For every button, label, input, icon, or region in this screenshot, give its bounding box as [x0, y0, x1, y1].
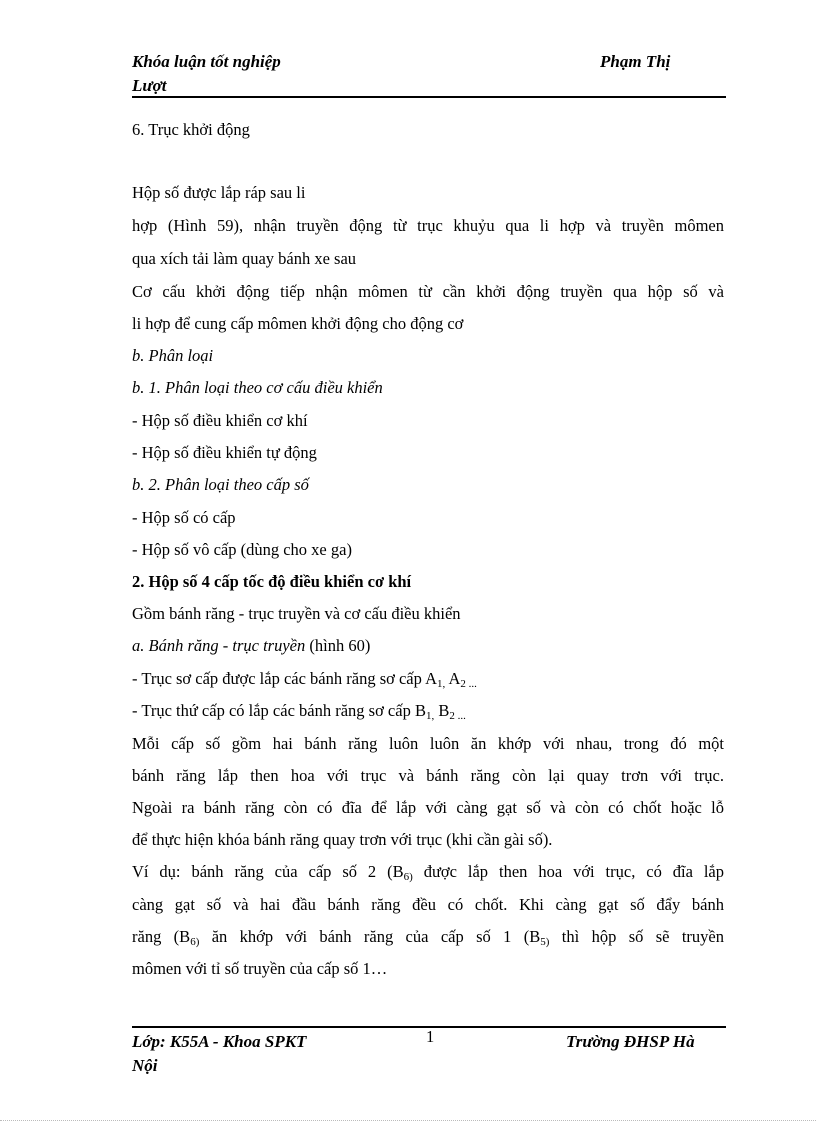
page-number: 1: [426, 1027, 435, 1046]
paragraph-line: qua xích tải làm quay bánh xe sau: [132, 249, 357, 268]
paragraph-line: Mỗi cấp số gồm hai bánh răng luôn luôn ăn khớp với nhau, trong đó một: [132, 734, 724, 753]
paragraph-line: li hợp để cung cấp mômen khởi động cho động cơ: [132, 314, 464, 333]
subscript: 2 ...: [460, 678, 477, 690]
paragraph-line: Hộp số được lắp ráp sau li: [132, 183, 306, 202]
text-run: ăn khớp với bánh răng của cấp số 1 (B: [199, 927, 541, 946]
header-title-cont: Lượt: [132, 76, 167, 95]
list-item-text: - Trục sơ cấp được lắp các bánh răng sơ cấp A: [132, 669, 437, 688]
text-run: thì hộp số sẽ truyền: [549, 927, 724, 946]
paragraph-line: [132, 861, 724, 883]
list-item: - Hộp số điều khiển cơ khí: [132, 411, 308, 430]
paragraph-line: [132, 926, 724, 948]
header-author: Phạm Thị: [600, 52, 671, 71]
subheading: b. 2. Phân loại theo cấp số: [132, 475, 309, 494]
footer-class-cont: Nội: [132, 1056, 158, 1075]
section-heading: 6. Trục khởi động: [132, 120, 250, 139]
paragraph-line: Gồm bánh răng - trục truyền và cơ cấu điều khiển: [132, 604, 461, 623]
page-edge: [0, 1120, 816, 1121]
list-item: - Hộp số có cấp: [132, 508, 236, 527]
text-run: Ví dụ: bánh răng của cấp số 2 (B: [132, 862, 404, 881]
subscript: 5): [540, 936, 550, 948]
list-item-text: - Trục thứ cấp có lắp các bánh răng sơ cấp B: [132, 701, 426, 720]
figure-ref: (hình 60): [305, 636, 371, 655]
subscript: 1,: [437, 678, 446, 690]
list-item-text: B: [434, 701, 450, 720]
subscript: 1,: [425, 710, 435, 722]
header-title: Khóa luận tốt nghiệp: [132, 52, 281, 71]
list-item: [132, 700, 724, 722]
header-rule: [132, 96, 726, 98]
subscript: 2 ...: [449, 710, 466, 722]
paragraph-line: để thực hiện khóa bánh răng quay trơn với trục (khi cần gài số).: [132, 830, 553, 849]
subheading: a. Bánh răng - trục truyền: [132, 636, 306, 655]
paragraph-line: Cơ cấu khởi động tiếp nhận mômen từ cần khởi động truyền qua hộp số và: [132, 282, 724, 301]
paragraph-line: hợp (Hình 59), nhận truyền động từ trục khuỷu qua li hợp và truyền mômen: [132, 216, 724, 235]
text-run: răng (B: [132, 927, 191, 946]
subheading: b. 1. Phân loại theo cơ cấu điều khiển: [132, 378, 383, 397]
paragraph-line: mômen với tỉ số truyền của cấp số 1…: [132, 959, 388, 978]
subheading-line: [132, 635, 724, 657]
list-item-text: A: [445, 669, 461, 688]
paragraph-line: càng gạt số và hai đầu bánh răng đều có chốt. Khi càng gạt số đẩy bánh: [132, 895, 724, 914]
subscript: 6): [190, 936, 200, 948]
list-item: - Hộp số vô cấp (dùng cho xe ga): [132, 540, 352, 559]
subheading: b. Phân loại: [132, 346, 214, 365]
list-item: - Hộp số điều khiển tự động: [132, 443, 317, 462]
list-item: [132, 668, 724, 690]
footer-school: Trường ĐHSP Hà: [566, 1032, 695, 1051]
section-heading-bold: 2. Hộp số 4 cấp tốc độ điều khiển cơ khí: [132, 572, 412, 591]
subscript: 6): [403, 871, 413, 883]
footer-class: Lớp: K55A - Khoa SPKT: [132, 1032, 307, 1051]
paragraph-line: Ngoài ra bánh răng còn có đĩa để lắp với càng gạt số và còn có chốt hoặc lỗ: [132, 798, 724, 817]
paragraph-line: bánh răng lắp then hoa với trục và bánh răng còn lại quay trơn với trục.: [132, 766, 724, 785]
text-run: được lắp then hoa với trục, có đĩa lắp: [412, 862, 724, 881]
footer-left: [132, 1030, 306, 1078]
